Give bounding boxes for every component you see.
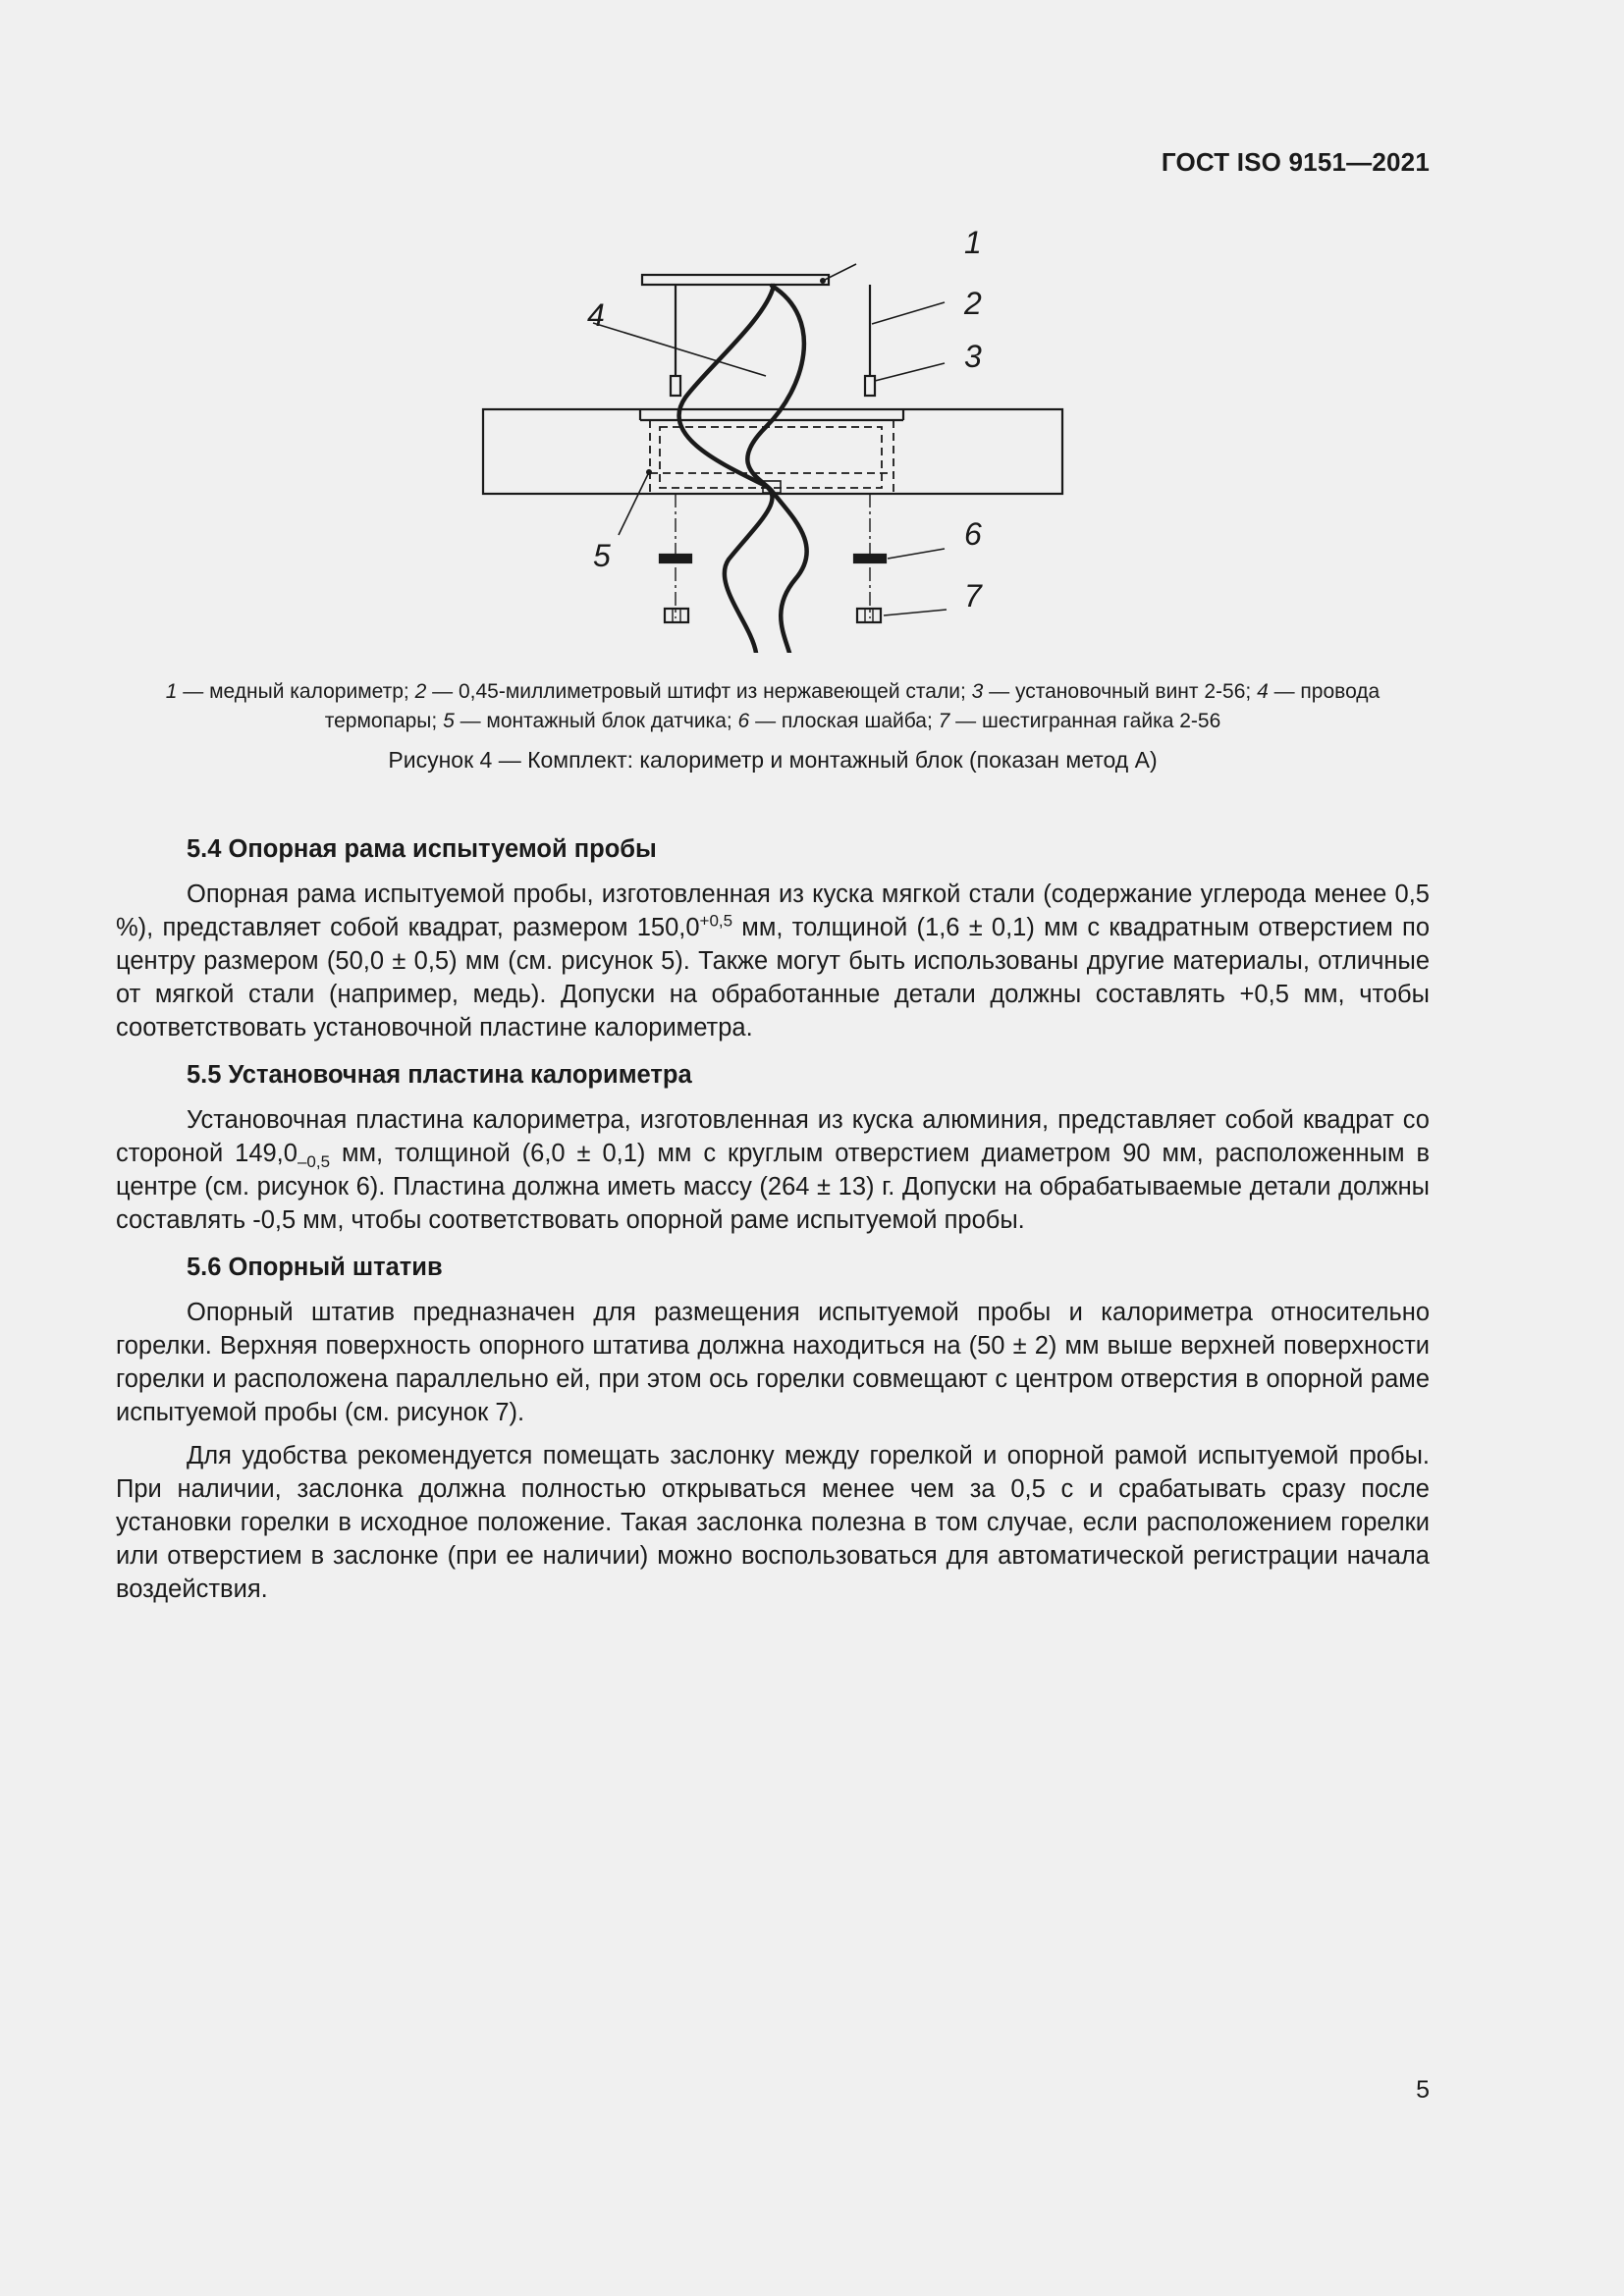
body-text (116, 832, 1430, 1620)
section-5-6-title: 5.6 Опорный штатив (187, 1254, 443, 1281)
section-5-4-title: 5.4 Опорная рама испытуемой пробы (187, 835, 657, 863)
legend-num-1: 1 (165, 680, 178, 703)
section-5-4 (116, 832, 1430, 1044)
section-5-6-paragraph-2: Для удобства рекомендуется помещать заслонку между горелкой и опорной рамой испытуемой пробы. При наличии, заслонка должна полностью открываться менее чем за 0,5 с и срабатывать сразу после установки горелки в исходное положение. Такая заслонка полезна в том случае, если расположением горелки или отверстием в заслонке (при ее наличии) можно воспользоваться для автоматической регистрации начала воздействия. (116, 1442, 1430, 1603)
section-5-5-paragraph (116, 1103, 1430, 1237)
section-5-4-text-b: мм, толщиной (1,6 ± 0,1) мм с квадратным отверстием по центру размером (50,0 ± 0,5) мм (см. рисунок 5). Также могут быть использованы другие материалы, отличные от мягкой стали (например, медь). Допуски на обработанные детали должны составлять +0,5 мм, чтобы соответствовать установочной пластине калориметра. (116, 914, 1430, 1041)
callout-4: 4 (587, 297, 605, 333)
callout-5: 5 (593, 538, 611, 573)
section-5-5-text-a: Установочная пластина калориметра, изготовленная из куска алюминия, представляет собой квадрат со стороной 149,0 (116, 1106, 1430, 1167)
legend-text-4: — провода термопары; (324, 680, 1380, 732)
legend-text-7: — шестигранная гайка 2-56 (949, 710, 1221, 732)
flat-washer-left (660, 555, 691, 562)
set-screw-right (865, 376, 875, 396)
calorimeter-plate (642, 275, 829, 285)
figure-calorimeter-assembly (471, 221, 1080, 653)
flat-washer-right (854, 555, 886, 562)
section-5-5-title: 5.5 Установочная пластина калориметра (187, 1061, 692, 1089)
page-number: 5 (1416, 2076, 1430, 2104)
legend-text-5: — монтажный блок датчика; (454, 710, 738, 732)
set-screw-left (671, 376, 680, 396)
document-id-header: ГОСТ ISO 9151—2021 (1161, 147, 1430, 177)
legend-num-5: 5 (443, 710, 455, 732)
tolerance-superscript: +0,5 (699, 911, 733, 931)
callout-6: 6 (964, 516, 982, 552)
callout-3: 3 (964, 339, 982, 374)
legend-num-3: 3 (971, 680, 984, 703)
callout-1: 1 (964, 225, 982, 260)
legend-text-3: — установочный винт 2-56; (983, 680, 1258, 703)
section-5-4-text-a: Опорная рама испытуемой пробы, изготовленная из куска мягкой стали (содержание углерода менее 0,5 %), представляет собой квадрат, размером 150,0 (116, 881, 1430, 941)
legend-num-2: 2 (414, 680, 427, 703)
legend-text-2: — 0,45-миллиметровый штифт из нержавеющей стали; (426, 680, 972, 703)
figure-legend (116, 677, 1430, 736)
legend-num-6: 6 (737, 710, 750, 732)
legend-text-6: — плоская шайба; (749, 710, 939, 732)
hex-nut-left (665, 609, 688, 622)
tolerance-subscript: –0,5 (297, 1152, 331, 1172)
section-5-6 (116, 1251, 1430, 1606)
hex-nut-right (857, 609, 881, 622)
section-5-6-paragraph-1: Опорный штатив предназначен для размещения испытуемой пробы и калориметра относительно горелки. Верхняя поверхность опорного штатива должна находиться на (50 ± 2) мм выше верхней поверхности горелки и расположена параллельно ей, при этом ось горелки совмещают с центром отверстия в опорной раме испытуемой пробы (см. рисунок 7). (116, 1299, 1430, 1426)
calorimeter-assembly-diagram (471, 221, 1080, 653)
thermocouple-wires (679, 286, 807, 653)
callout-2: 2 (964, 286, 982, 321)
section-5-5 (116, 1058, 1430, 1237)
section-5-4-paragraph (116, 878, 1430, 1044)
callout-7: 7 (964, 578, 982, 614)
section-5-5-text-b: мм, толщиной (6,0 ± 0,1) мм с круглым отверстием диаметром 90 мм, расположенным в центре (см. рисунок 6). Пластина должна иметь массу (264 ± 13) г. Допуски на обрабатываемые детали должны составлять -0,5 мм, чтобы соответствовать опорной раме испытуемой пробы. (116, 1140, 1430, 1234)
figure-caption: Рисунок 4 — Комплект: калориметр и монтажный блок (показан метод А) (388, 747, 1158, 773)
legend-text-1: — медный калориметр; (177, 680, 415, 703)
legend-num-7: 7 (938, 710, 950, 732)
legend-num-4: 4 (1257, 680, 1269, 703)
